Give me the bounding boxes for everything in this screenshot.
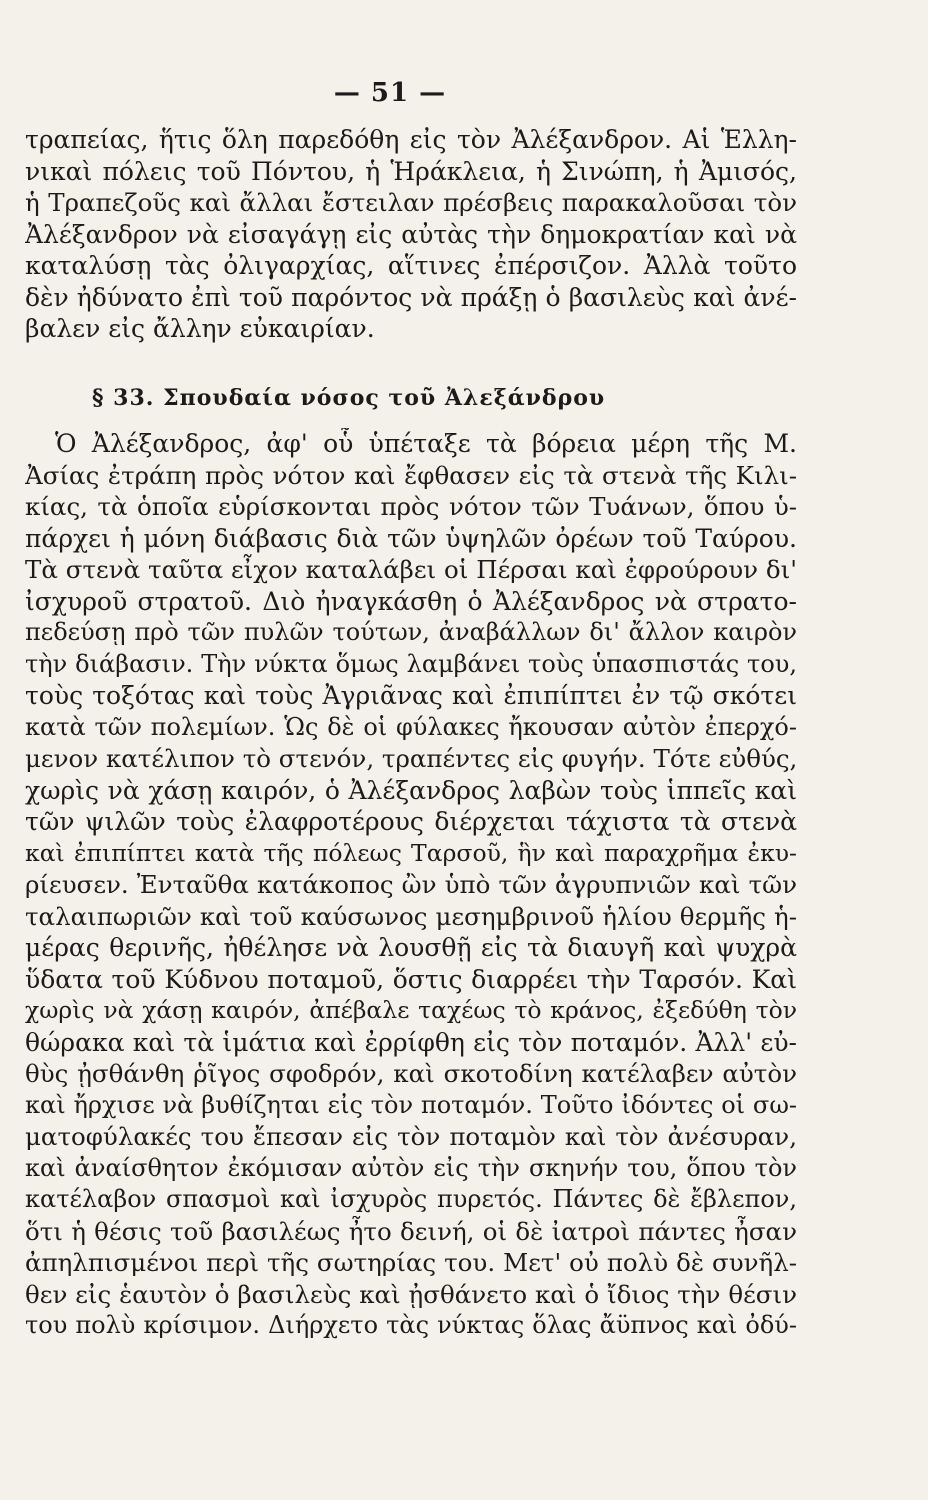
text-line: Ἀσίας ἐτράπη πρὸς νότον καὶ ἔφθασεν εἰς τὰ στενὰ τῆς Κιλι- — [25, 460, 797, 490]
text-line: θώρακα καὶ τὰ ἱμάτια καὶ ἐρρίφθη εἰς τὸν ποταμόν. Ἀλλ' εὐ- — [25, 1027, 797, 1057]
text-line: θὺς ᾐσθάνθη ῥῖγος σφοδρόν, καὶ σκοτοδίνη κατέλαβεν αὐτὸν — [25, 1059, 797, 1088]
text-line: χωρὶς νὰ χάσῃ καιρόν, ὁ Ἀλέξανδρος λαβὼν τοὺς ἱππεῖς καὶ — [25, 775, 797, 805]
section-heading: § 33. Σπουδαία νόσος τοῦ Ἀλεξάνδρου — [92, 385, 606, 411]
text-line: τῶν ψιλῶν τοὺς ἐλαφροτέρους διέρχεται τάχιστα τὰ στενὰ — [25, 807, 797, 836]
text-line: μενον κατέλιπον τὸ στενόν, τραπέντες εἰς φυγήν. Τότε εὐθύς, — [25, 744, 797, 773]
text-line: πεδεύσῃ πρὸ τῶν πυλῶν τούτων, ἀναβάλλων δι' ἄλλον καιρὸν — [25, 618, 797, 646]
text-line: Ὁ Ἀλέξανδρος, ἀφ' οὗ ὑπέταξε τὰ βόρεια μέρη τῆς Μ. — [55, 429, 797, 458]
text-line: κατέλαβον σπασμοὶ καὶ ἰσχυρὸς πυρετός. Πάντες δὲ ἔβλεπον, — [25, 1185, 797, 1213]
text-line: καὶ ἀναίσθητον ἐκόμισαν αὐτὸν εἰς τὴν σκηνήν του, ὅπου τὸν — [25, 1153, 797, 1182]
text-line: ματοφύλακές του ἔπεσαν εἰς τὸν ποταμὸν καὶ τὸν ἀνέσυραν, — [25, 1122, 797, 1151]
text-line: τραπείας, ἥτις ὅλη παρεδόθη εἰς τὸν Ἀλέξανδρον. Αἱ Ἑλλη- — [25, 125, 797, 154]
text-line: Τὰ στενὰ ταῦτα εἶχον καταλάβει οἱ Πέρσαι καὶ ἐφρούρουν δι' — [25, 555, 797, 584]
text-line: ἡ Τραπεζοῦς καὶ ἄλλαι ἔστειλαν πρέσβεις παρακαλοῦσαι τὸν — [25, 188, 797, 217]
paragraph-2 — [25, 428, 797, 1342]
text-line: ταλαιπωριῶν καὶ τοῦ καύσωνος μεσημβρινοῦ ἡλίου θερμῆς ἡ- — [25, 901, 797, 931]
paragraph-1 — [25, 124, 797, 345]
text-line: καὶ ἐπιπίπτει κατὰ τῆς πόλεως Ταρσοῦ, ἣν καὶ παραχρῆμα ἐκυ- — [25, 838, 797, 867]
text-line: του πολὺ κρίσιμον. Διήρχετο τὰς νύκτας ὅλας ἄϋπνος καὶ ὀδύ- — [25, 1311, 797, 1339]
text-line: πάρχει ἡ μόνη διάβασις διὰ τῶν ὑψηλῶν ὀρέων τοῦ Ταύρου. — [25, 523, 797, 553]
text-line: κίας, τὰ ὁποῖα εὑρίσκονται πρὸς νότον τῶν Τυάνων, ὅπου ὑ- — [25, 492, 797, 521]
text-line: καὶ ἤρχισε νὰ βυθίζηται εἰς τὸν ποταμόν. Τοῦτο ἰδόντες οἱ σω- — [25, 1090, 797, 1119]
text-line: Ἀλέξανδρον νὰ εἰσαγάγῃ εἰς αὐτὰς τὴν δημοκρατίαν καὶ νὰ — [25, 219, 797, 249]
text-line: θεν εἰς ἑαυτὸν ὁ βασιλεὺς καὶ ᾐσθάνετο καὶ ὁ ἴδιος τὴν θέσιν — [25, 1279, 797, 1309]
text-line: μέρας θερινῆς, ἠθέλησε νὰ λουσθῇ εἰς τὰ διαυγῆ καὶ ψυχρὰ — [25, 933, 797, 962]
text-line: ὕδατα τοῦ Κύδνου ποταμοῦ, ὅστις διαρρέει τὴν Ταρσόν. Καὶ — [25, 964, 797, 994]
text-line: ἰσχυροῦ στρατοῦ. Διὸ ἠναγκάσθη ὁ Ἀλέξανδρος νὰ στρατο- — [25, 586, 797, 616]
text-line: βαλεν εἰς ἄλλην εὐκαιρίαν. — [25, 314, 375, 343]
text-line: ὅτι ἡ θέσις τοῦ βασιλέως ἦτο δεινή, οἱ δὲ ἰατροὶ πάντες ἦσαν — [25, 1216, 797, 1246]
text-line: ρίευσεν. Ἐνταῦθα κατάκοπος ὢν ὑπὸ τῶν ἀγρυπνιῶν καὶ τῶν — [25, 870, 797, 899]
text-line: τοὺς τοξότας καὶ τοὺς Ἀγριᾶνας καὶ ἐπιπίπτει ἐν τῷ σκότει — [25, 681, 797, 710]
text-line: δὲν ἠδύνατο ἐπὶ τοῦ παρόντος νὰ πράξῃ ὁ βασιλεὺς καὶ ἀνέ- — [25, 282, 797, 312]
text-line: κατὰ τῶν πολεμίων. Ὡς δὲ οἱ φύλακες ἤκουσαν αὐτὸν ἐπερχό- — [25, 712, 797, 741]
page-number: — 51 — — [333, 78, 447, 108]
text-line: ἀπηλπισμένοι περὶ τῆς σωτηρίας του. Μετ' οὐ πολὺ δὲ συνῆλ- — [25, 1248, 797, 1277]
text-line: τὴν διάβασιν. Τὴν νύκτα ὅμως λαμβάνει τοὺς ὑπασπιστάς του, — [25, 649, 797, 678]
text-line: νικαὶ πόλεις τοῦ Πόντου, ἡ Ἡράκλεια, ἡ Σινώπη, ἡ Ἀμισός, — [25, 156, 797, 186]
text-line: καταλύσῃ τὰς ὀλιγαρχίας, αἵτινες ἐπέρσιζον. Ἀλλὰ τοῦτο — [25, 251, 797, 280]
text-line: χωρὶς νὰ χάσῃ καιρόν, ἀπέβαλε ταχέως τὸ κράνος, ἐξεδύθη τὸν — [25, 996, 797, 1024]
